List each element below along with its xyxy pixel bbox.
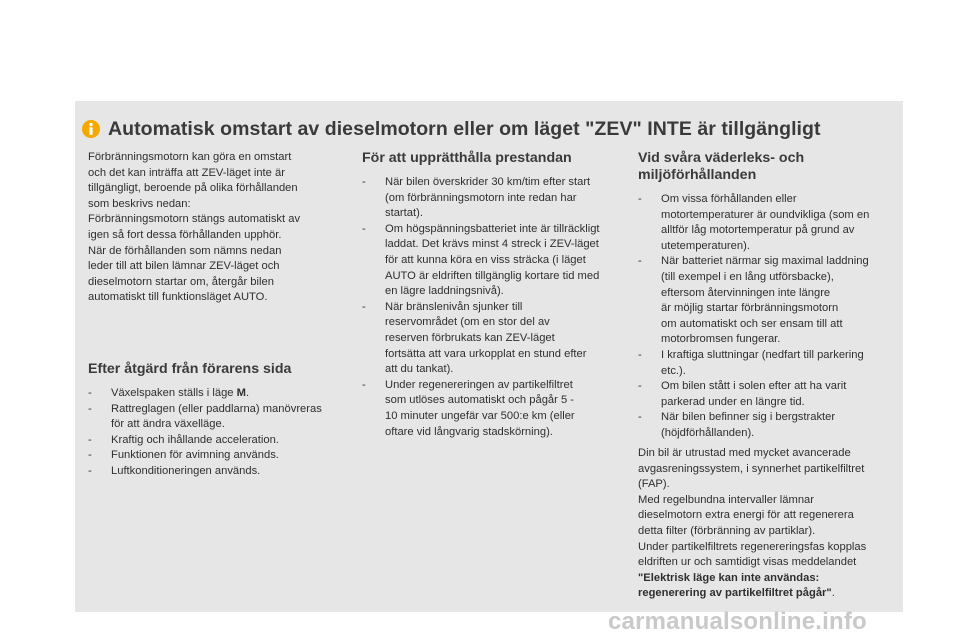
- paragraph-line: (FAP).: [638, 478, 670, 491]
- dash-marker: -: [88, 387, 92, 399]
- paragraph-line: [638, 586, 900, 602]
- list-item-text: I kraftiga sluttningar (nedfart till parkering: [661, 348, 864, 361]
- dashboard-message-line: regenerering av partikelfiltret pågår": [638, 587, 832, 600]
- paragraph-line: Din bil är utrustad med mycket avancerade: [638, 447, 851, 459]
- gear-position-label: M: [236, 387, 246, 399]
- list-item-text: för att kunna köra en viss sträcka (i läget: [385, 253, 586, 266]
- list-item-text: eftersom återvinningen inte längre: [661, 286, 831, 299]
- dash-marker: -: [638, 380, 642, 393]
- list-item-text: Om högspänningsbatteriet inte är tillräckligt: [385, 222, 600, 235]
- paragraph-line: Under partikelfiltrets regenereringsfas kopplas: [638, 540, 867, 553]
- dash-marker: -: [362, 222, 366, 235]
- list-item-text: att du tankat).: [385, 363, 454, 376]
- list-item-text: När bränslenivån sjunker till: [385, 300, 523, 313]
- list-item-text: 10 minuter ungefär var 500:e km (eller: [385, 409, 575, 422]
- list-item: [88, 386, 350, 402]
- weather-section: [638, 150, 896, 442]
- list-item: [362, 175, 624, 222]
- list-item-text: Rattreglagen (eller paddlarna) manövreras: [111, 402, 322, 415]
- intro-line: som beskrivs nedan:: [88, 197, 191, 210]
- dash-marker: -: [88, 402, 92, 415]
- list-item: [362, 222, 624, 300]
- section-heading: Efter åtgärd från förarens sida: [88, 361, 292, 377]
- paragraph-line: Med regelbundna intervaller lämnar: [638, 493, 814, 506]
- list-item-text: är möjlig startar förbränningsmotorn: [661, 302, 839, 315]
- list-item-text: Om vissa förhållanden eller: [661, 193, 797, 205]
- paragraph-line: eldriften ur och samtidigt visas meddelandet: [638, 556, 857, 569]
- dash-marker: -: [638, 255, 642, 268]
- list-item-text: en lägre laddningsnivå).: [385, 285, 504, 298]
- list-item-text: Under regenereringen av partikelfiltret: [385, 378, 573, 391]
- paragraph-line: dieselmotorn extra energi för att regenerera: [638, 509, 854, 522]
- list-item: [638, 192, 896, 254]
- list-item-text: etc.).: [661, 364, 686, 377]
- dash-marker: -: [362, 176, 366, 188]
- list-item-text: parkerad under en längre tid.: [661, 395, 805, 408]
- list-item-text: .: [245, 387, 250, 399]
- list-item-text: När batteriet närmar sig maximal laddning: [661, 255, 869, 268]
- intro-line: tillgängligt, beroende på olika förhållanden: [88, 182, 298, 195]
- list-item-text: startat).: [385, 207, 423, 220]
- paragraph-line: detta filter (förbränning av partiklar).: [638, 524, 816, 537]
- paragraph-end: .: [831, 587, 835, 600]
- fap-paragraph: [638, 446, 900, 602]
- section-heading: [638, 150, 896, 184]
- intro-line: När de förhållanden som nämns nedan: [88, 244, 282, 257]
- paragraph-line: avgasreningssystem, i synnerhet partikelfiltret: [638, 462, 865, 475]
- list-item: [88, 433, 350, 449]
- section-header: [82, 114, 821, 144]
- dash-marker: -: [638, 348, 642, 361]
- after-driver-list: [88, 386, 350, 480]
- list-item-text: Funktionen för avimning används.: [111, 449, 279, 462]
- list-item-text: (om förbränningsmotorn inte redan har: [385, 191, 577, 204]
- list-item: [362, 378, 624, 440]
- list-item: [362, 300, 624, 378]
- intro-column: [88, 150, 348, 306]
- list-item-text: utetemperaturen).: [661, 239, 750, 252]
- list-item-text: Växelspaken ställs i läge: [111, 387, 237, 399]
- list-item-text: Luftkonditioneringen används.: [111, 464, 261, 477]
- list-item-text: alltför låg motortemperatur på grund av: [661, 224, 855, 237]
- section-heading-line: Vid svåra väderleks- och: [638, 150, 805, 166]
- after-driver-section: [88, 361, 350, 480]
- dash-marker: -: [362, 300, 366, 313]
- list-item-text: (höjdförhållanden).: [661, 426, 755, 439]
- intro-line: Förbränningsmotorn kan göra en omstart: [88, 151, 292, 163]
- dash-marker: -: [638, 193, 642, 205]
- intro-line: automatiskt till funktionsläget AUTO.: [88, 291, 268, 304]
- weather-list: [638, 192, 896, 442]
- watermark-text: carmanualsonline.info: [608, 608, 867, 635]
- list-item-text: När bilen överskrider 30 km/tim efter start: [385, 176, 591, 188]
- list-item-text: oftare vid långvarig stadskörning).: [385, 425, 553, 438]
- list-item: [638, 379, 896, 410]
- list-item-text: När bilen befinner sig i bergstrakter: [661, 411, 836, 424]
- intro-paragraph: [88, 150, 348, 306]
- list-item-text: Om bilen stått i solen efter att ha varit: [661, 380, 847, 393]
- intro-line: igen så fort dessa förhållanden upphör.: [88, 228, 282, 241]
- list-item-text: Kraftig och ihållande acceleration.: [111, 433, 279, 446]
- list-item-text: för att ändra växelläge.: [111, 418, 225, 431]
- page-title: Automatisk omstart av dieselmotorn eller om läget "ZEV" INTE är tillgängligt: [108, 117, 821, 140]
- list-item-text: reservområdet (om en stor del av: [385, 316, 550, 329]
- info-icon: [82, 120, 100, 138]
- list-item-text: motorbromsen fungerar.: [661, 333, 781, 346]
- dash-marker: -: [88, 464, 92, 477]
- dash-marker: -: [88, 433, 92, 446]
- list-item-text: reserven förbrukats kan ZEV-läget: [385, 331, 555, 344]
- dashboard-message-line: "Elektrisk läge kan inte användas:: [638, 571, 820, 584]
- list-item-text: fortsätta att vara urkopplat en stund efter: [385, 347, 587, 360]
- performance-section: [362, 150, 624, 440]
- list-item: [638, 410, 896, 441]
- performance-list: [362, 175, 624, 440]
- list-item: [88, 448, 350, 464]
- dash-marker: -: [638, 411, 642, 424]
- list-item: [638, 254, 896, 348]
- list-item: [638, 348, 896, 379]
- dash-marker: -: [88, 449, 92, 462]
- dash-marker: -: [362, 378, 366, 391]
- intro-line: leder till att bilen lämnar ZEV-läget och: [88, 260, 280, 273]
- section-heading: För att upprätthålla prestandan: [362, 150, 572, 166]
- intro-line: och det kan inträffa att ZEV-läget inte är: [88, 166, 285, 179]
- intro-line: dieselmotorn startar om, återgår bilen: [88, 275, 274, 288]
- list-item: [88, 464, 350, 480]
- list-item-text: (till exempel i en lång utförsbacke),: [661, 270, 834, 283]
- intro-line: Förbränningsmotorn stängs automatiskt av: [88, 213, 301, 226]
- list-item-text: laddat. Det krävs minst 4 streck i ZEV-läget: [385, 238, 599, 251]
- section-heading-line: miljöförhållanden: [638, 167, 757, 183]
- list-item-text: om automatiskt och ser ensam till att: [661, 317, 843, 330]
- list-item-text: motortemperaturer är oundvikliga (som en: [661, 208, 870, 221]
- list-item-text: AUTO är eldriften tillgänglig kortare tid med: [385, 269, 600, 282]
- list-item: [88, 402, 350, 433]
- list-item-text: som utlöses automatiskt och pågår 5 -: [385, 394, 575, 407]
